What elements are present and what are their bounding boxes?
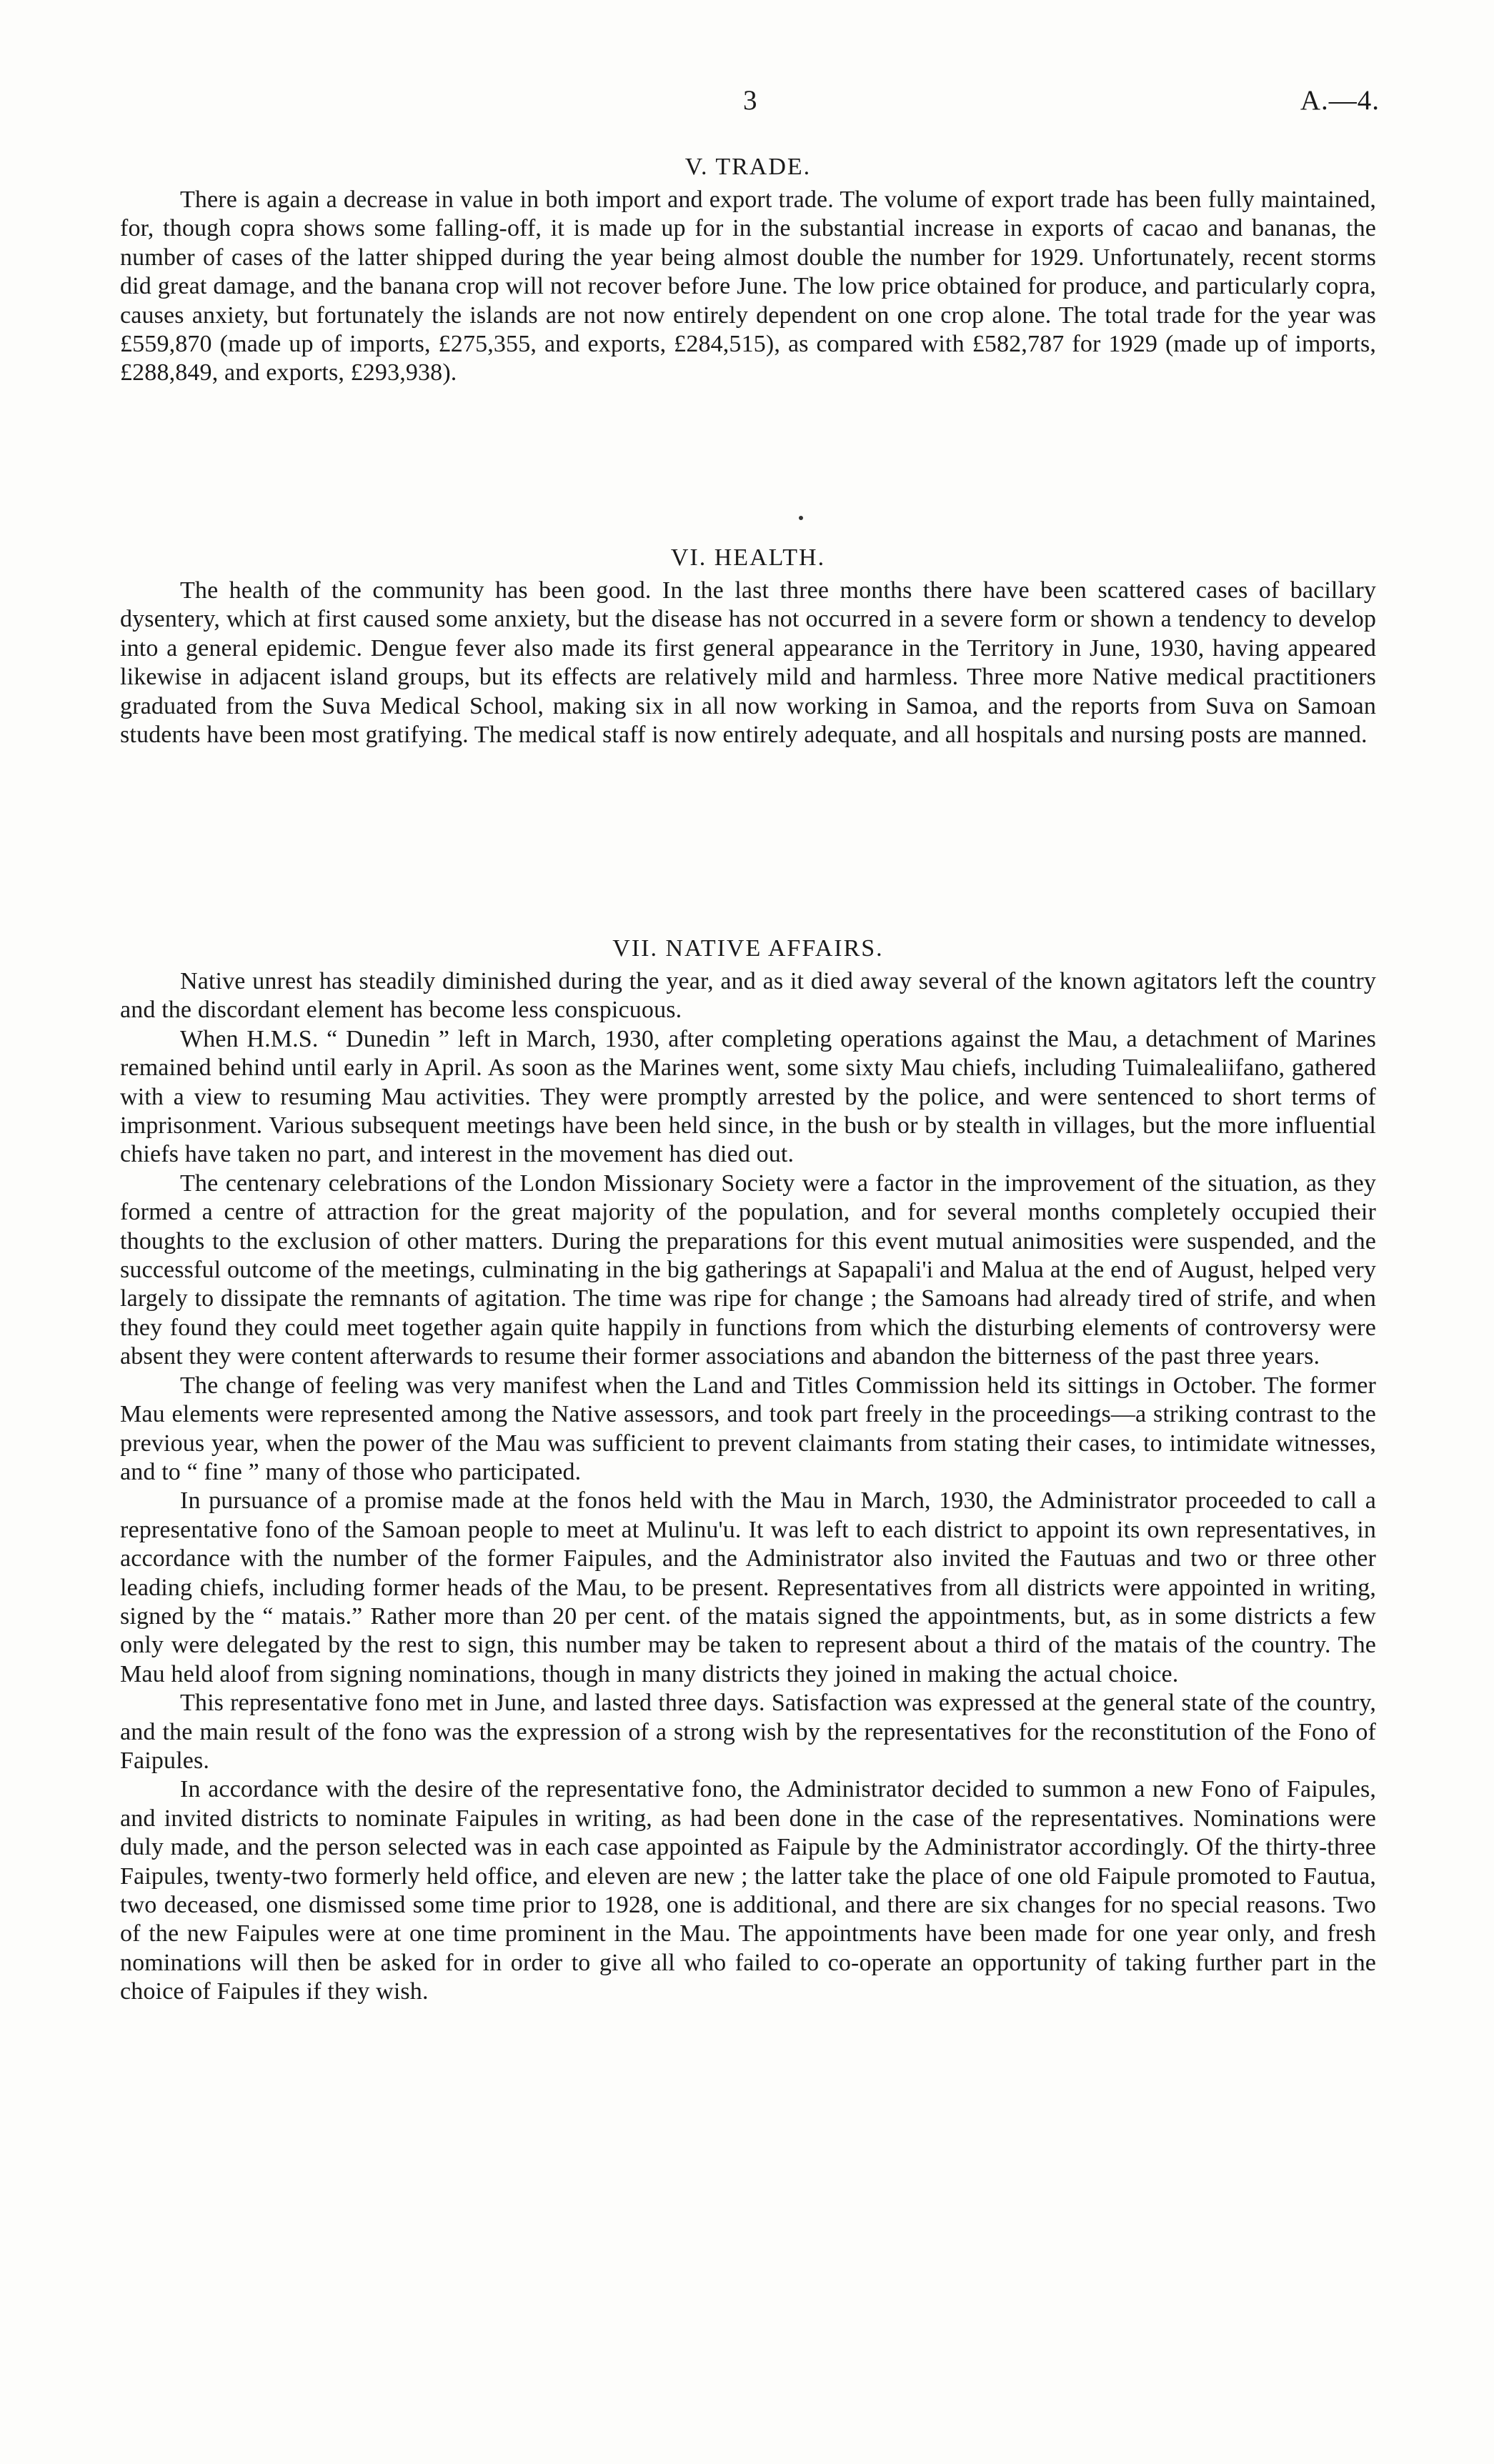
paragraph: There is again a decrease in value in both import and export trade. The volume of export trade has been fully maintained, for, though copra shows some falling-off, it is made up for in the substantial increase in exports of cacao and bananas, the number of cases of the latter shipped during the year being almost double the number for 1929. Unfortunately, recent storms did great damage, and the banana crop will not recover before June. The low price obtained for produce, and particularly copra, causes anxiety, but fortunately the islands are not now entirely dependent on one crop alone. The total trade for the year was £559,870 (made up of imports, £275,355, and exports, £284,515), as compared with £582,787 for 1929 (made up of imports, £288,849, and exports, £293,938).	[120, 186, 1376, 386]
paragraph: The health of the community has been good. In the last three months there have been scattered cases of bacillary dysentery, which at first caused some anxiety, but the disease has not occurred in a severe form or shown a tendency to develop into a general epidemic. Dengue fever also made its first general appearance in the Territory in June, 1930, having appeared likewise in adjacent island groups, but its effects are relatively mild and harmless. Three more Native medical practitioners graduated from the Suva Medical School, making six in all now working in Samoa, and the reports from Suva on Samoan students have been most gratifying. The medical staff is now entirely adequate, and all hospitals and nursing posts are manned.	[120, 577, 1376, 749]
page-header	[0, 84, 1494, 127]
printer-mark	[799, 516, 803, 520]
section-title: V. TRADE.	[684, 154, 812, 180]
section-trade	[120, 149, 1376, 388]
section-health	[120, 539, 1376, 749]
section-title: VI. HEALTH.	[670, 544, 826, 571]
paragraph: The change of feeling was very manifest when the Land and Titles Commission held its sittings in October. The former Mau elements were represented among the Native assessors, and took part freely in the proceedings—a striking contrast to the previous year, when the power of the Mau was sufficient to prevent claimants from stating their cases, to intimidate witnesses, and to “ fine ” many of those who participated.	[120, 1372, 1376, 1485]
page-number: 3	[743, 85, 757, 116]
paragraph: The centenary celebrations of the London Missionary Society were a factor in the improvement of the situation, as they formed a centre of attraction for the great majority of the population, and for several months completely occupied their thoughts to the exclusion of other matters. During the preparations for this event mutual animosities were suspended, and the successful outcome of the meetings, culminating in the big gatherings at Sapapali'i and Malua at the end of August, helped very largely to dissipate the remnants of agitation. The time was ripe for change ; the Samoans had already tired of strife, and when they found they could meet together again quite happily in functions from which the disturbing elements of controversy were absent they were content afterwards to resume their former associations and abandon the bitterness of the past three years.	[120, 1169, 1376, 1370]
paragraph: When H.M.S. “ Dunedin ” left in March, 1930, after completing operations against the Mau, a detachment of Marines remained behind until early in April. As soon as the Marines went, some sixty Mau chiefs, including Tuimalealiifano, gathered with a view to resuming Mau activities. They were promptly arrested by the police, and were sentenced to short terms of imprisonment. Various subsequent meetings have been held since, in the bush or by stealth in villages, but the more influential chiefs have taken no part, and interest in the movement has died out.	[120, 1025, 1376, 1168]
document-reference: A.—4.	[1300, 85, 1380, 116]
paragraph: Native unrest has steadily diminished during the year, and as it died away several of the known agitators left the country and the discordant element has become less conspicuous.	[120, 968, 1376, 1024]
paragraph: In accordance with the desire of the representative fono, the Administrator decided to summon a new Fono of Faipules, and invited districts to nominate Faipules in writing, as had been done in the case of the representatives. Nominations were duly made, and the person selected was in each case appointed as Faipule by the Administrator accordingly. Of the thirty-three Faipules, twenty-two formerly held office, and eleven are new ; the latter take the place of one old Faipule promoted to Fautua, two deceased, one dismissed some time prior to 1928, one is additional, and there are six changes for no special reasons. Two of the new Faipules were at one time prominent in the Mau. The appointments have been made for one year only, and fresh nominations will then be asked for in order to give all who failed to co-operate an opportunity of taking further part in the choice of Faipules if they wish.	[120, 1776, 1376, 2005]
section-native-affairs	[120, 930, 1376, 2007]
paragraph: In pursuance of a promise made at the fonos held with the Mau in March, 1930, the Administrator proceeded to call a representative fono of the Samoan people to meet at Mulinu'u. It was left to each district to appoint its own representatives, in accordance with the number of the former Faipules, and the Administrator also invited the Fautuas and two or three other leading chiefs, including former heads of the Mau, to be present. Representatives from all districts were appointed in writing, signed by the “ matais.” Rather more than 20 per cent. of the matais signed the appointments, but, as in some districts a few only were delegated by the rest to sign, this number may be taken to represent about a third of the matais of the country. The Mau held aloof from signing nominations, though in many districts they joined in making the actual choice.	[120, 1487, 1376, 1687]
section-title: VII. NATIVE AFFAIRS.	[612, 935, 884, 962]
paragraph: This representative fono met in June, and lasted three days. Satisfaction was expressed at the general state of the country, and the main result of the fono was the expression of a strong wish by the representatives for the reconstitution of the Fono of Faipules.	[120, 1690, 1376, 1774]
